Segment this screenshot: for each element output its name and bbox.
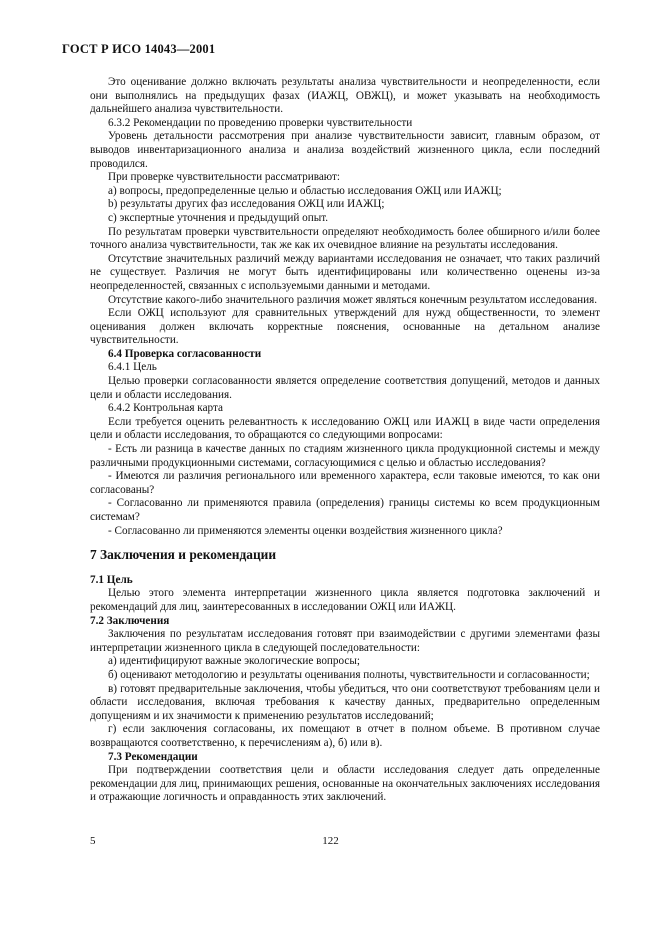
paragraph: Целью этого элемента интерпретации жизненного цикла является подготовка заключений и рекомендаций для лиц, заинтересованных в исследовании ОЖЦ или ИАЖЦ. <box>90 587 600 613</box>
list-item: b) результаты других фаз исследования ОЖЦ или ИАЖЦ; <box>108 198 385 211</box>
list-item: a) вопросы, предопределенные целью и областью исследования ОЖЦ или ИАЖЦ; <box>108 184 502 197</box>
section-heading-7-2: 7.2 Заключения <box>90 614 170 627</box>
page-number: 122 <box>322 835 339 847</box>
list-item: - Есть ли разница в качестве данных по стадиям жизненного цикла продукционной системы и между различными продукционными системами, согласующимися с целью и областью исследования? <box>90 443 600 469</box>
section-heading-7: 7 Заключения и рекомендации <box>90 547 277 563</box>
paragraph: Заключения по результатам исследования готовят при взаимодействии с другими элементами фазы интерпретации жизненного цикла в следующей последовательности: <box>90 628 600 654</box>
paragraph: Если ОЖЦ используют для сравнительных утверждений для нужд общественности, то элемент оценивания должен включать корректные пояснения, основанные на детальном анализе чувствительности. <box>90 307 600 347</box>
paragraph: Уровень детальности рассмотрения при анализе чувствительности зависит, главным образом, от выводов инвентаризационного анализа и анализа воздействий жизненного цикла, если последний проводился. <box>90 130 600 170</box>
document-header: ГОСТ Р ИСО 14043—2001 <box>62 42 216 56</box>
paragraph: Отсутствие какого-либо значительного различия может являться конечным результатом исследования. <box>108 293 598 306</box>
list-item: - Согласованно ли применяются элементы оценки воздействия жизненного цикла? <box>108 524 503 537</box>
list-item: - Согласованно ли применяются правила (определения) границы системы ко всем продукционным системам? <box>90 497 600 523</box>
list-item: c) экспертные уточнения и предыдущий опыт. <box>108 211 329 224</box>
list-item: - Имеются ли различия регионального или временного характера, если таковые имеются, то как они согласованы? <box>90 470 600 496</box>
paragraph: Если требуется оценить релевантность к исследованию ОЖЦ или ИАЖЦ в виде части определения цели и области исследования, то обращаются со следующими вопросами: <box>90 415 600 442</box>
paragraph: Целью проверки согласованности является определение соответствия допущений, методов и данных цели и области исследования. <box>90 375 600 401</box>
section-heading-7-3: 7.3 Рекомендации <box>108 750 198 763</box>
document-body <box>90 76 600 805</box>
paragraph: Это оценивание должно включать результаты анализа чувствительности и неопределенности, если они выполнялись на предыдущих фазах (ИАЖЦ, ОВЖЦ), и может указывать на необходимость дальнейшего анализа чувствительности. <box>90 76 600 116</box>
section-heading-7-1: 7.1 Цель <box>90 573 133 586</box>
subsection-heading: 6.3.2 Рекомендации по проведению проверки чувствительности <box>108 116 413 129</box>
list-item: в) готовят предварительные заключения, чтобы убедиться, что они соответствуют требованиям цели и области исследования, включая требования к качеству данных, предварительно определенным допущениям и их значимости к применению результатов исследований; <box>90 682 600 722</box>
list-item: б) оценивают методологию и результаты оценивания полноты, чувствительности и согласованности; <box>108 668 590 681</box>
list-item: а) идентифицируют важные экологические вопросы; <box>108 655 360 668</box>
paragraph: По результатам проверки чувствительности определяют необходимость более обширного и/или более точного анализа чувствительности, так же как их очевидное влияние на результаты исследования. <box>90 225 600 252</box>
paragraph: Отсутствие значительных различий между вариантами исследования не означает, что таких различий не существует. Различия не могут быть идентифицированы или количественно оценены из-за неопределенностей, связанных с используемыми данными и методами. <box>90 252 600 292</box>
subsection-heading: 6.4.1 Цель <box>108 361 157 374</box>
paragraph: При проверке чувствительности рассматривают: <box>108 171 341 184</box>
section-heading-6-4: 6.4 Проверка согласованности <box>108 347 262 360</box>
footer-left-number: 5 <box>90 835 96 847</box>
subsection-heading: 6.4.2 Контрольная карта <box>108 402 223 415</box>
list-item: г) если заключения согласованы, их помещают в отчет в полном объеме. В противном случае возвращаются соответственно, к перечислениям а), б) или в). <box>90 723 600 749</box>
paragraph: При подтверждении соответствия цели и области исследования следует дать определенные рекомендации для лиц, принимающих решения, основанные на окончательных заключениях исследования и отражающие логичность и оправданность этих заключений. <box>90 764 600 804</box>
